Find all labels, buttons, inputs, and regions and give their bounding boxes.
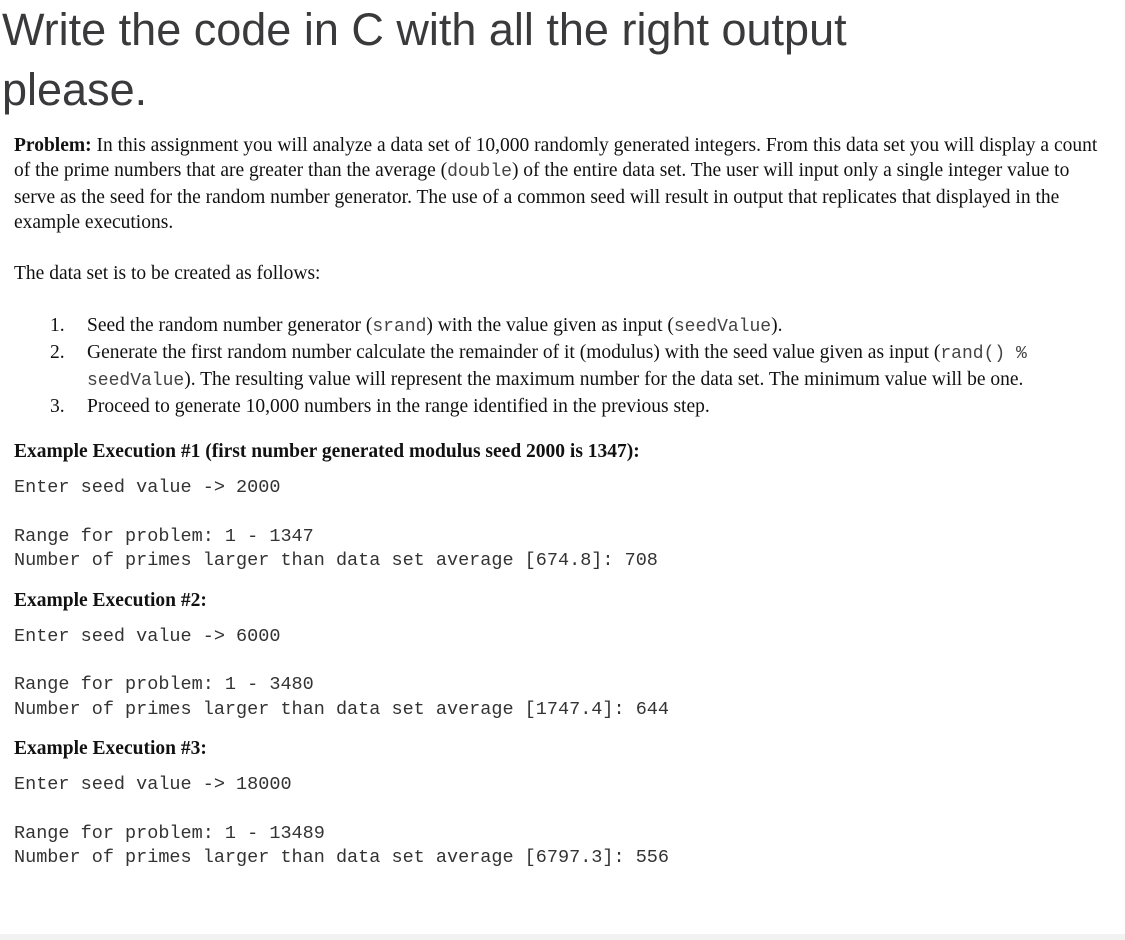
step-1-text-3: ). — [771, 315, 783, 336]
example-2-range: Range for problem: 1 - 3480 — [14, 674, 314, 695]
step-item-1 — [14, 313, 1109, 340]
problem-text-1: In this assignment you will analyze a data set of 10,000 randomly generated integers. From this data set you will display a count of the prime numbers that are greater than the average ( — [14, 135, 1098, 181]
example-2-result: Number of primes larger than data set average [1747.4]: 644 — [14, 698, 670, 720]
step-1-text-2: ) with the value given as input ( — [426, 315, 674, 336]
example-2-title: Example Execution #2: — [14, 589, 207, 611]
step-1-code-srand: srand — [372, 317, 427, 337]
example-1-prompt: Enter seed value -> 2000 — [14, 477, 281, 498]
example-3-result: Number of primes larger than data set average [6797.3]: 556 — [14, 847, 670, 868]
example-2-prompt: Enter seed value -> 6000 — [14, 625, 281, 647]
example-1-range: Range for problem: 1 - 1347 — [14, 525, 314, 547]
dataset-intro: The data set is to be created as follows: — [14, 263, 321, 284]
problem-code-double: double — [447, 162, 512, 182]
heading-line-1: Write the code in C with all the right output — [2, 4, 847, 55]
page-heading — [2, 0, 1112, 120]
bottom-strip — [0, 934, 1125, 940]
step-number-3: 3. — [50, 396, 65, 417]
step-number-1: 1. — [50, 315, 65, 336]
step-2-text-1: Generate the first random number calculate the remainder of it (modulus) with the seed value given as input ( — [87, 342, 941, 363]
step-2-code-rand-mod: rand() % seedValue — [87, 344, 1027, 391]
steps-list — [14, 313, 1109, 419]
example-1-result: Number of primes larger than data set average [674.8]: 708 — [14, 550, 658, 571]
example-3-prompt: Enter seed value -> 18000 — [14, 774, 292, 795]
example-1-title: Example Execution #1 (first number generated modulus seed 2000 is 1347): — [14, 441, 640, 462]
step-2-text-2: ). The resulting value will represent the maximum number for the data set. The minimum value will be one. — [184, 369, 1024, 390]
example-3-range: Range for problem: 1 - 13489 — [14, 822, 325, 844]
example-3-title: Example Execution #3: — [14, 738, 207, 759]
step-number-2: 2. — [50, 342, 65, 363]
step-1-text-1: Seed the random number generator ( — [87, 315, 373, 336]
step-3-text-1: Proceed to generate 10,000 numbers in the range identified in the previous step. — [87, 396, 710, 417]
problem-text-2: ) of the entire data set. The user will input only a single integer value to serve as the seed for the random number generator. The use of a common seed will result in output that replicates that displayed in the example executions. — [14, 160, 1070, 233]
problem-label: Problem: — [14, 135, 92, 156]
step-item-3 — [14, 394, 1109, 419]
assignment-document — [14, 133, 1109, 871]
problem-paragraph — [14, 133, 1109, 235]
step-1-code-seedvalue: seedValue — [673, 317, 772, 337]
step-item-2 — [14, 340, 1109, 394]
heading-line-2: please. — [2, 64, 148, 115]
